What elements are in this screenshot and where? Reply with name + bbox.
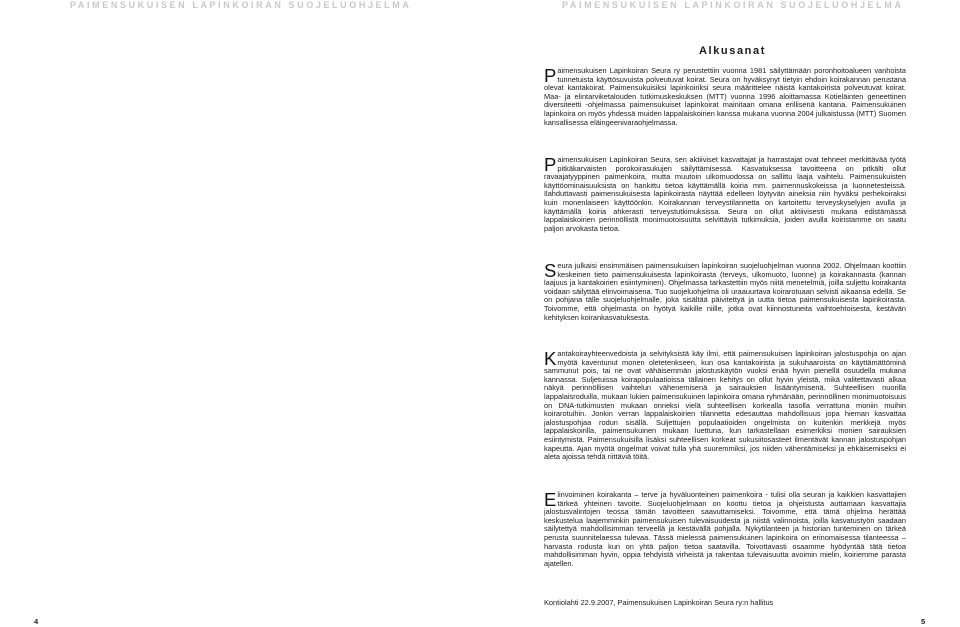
paragraph-text: aimensukuisen Lapinkoiran Seura, sen aktiiviset kasvattajat ja harrastajat ovat tehneet merkittävää työtä pitkäkarvaisten porokoirasukujen säilyttämisessä. Kasvatuksessa tavoitteena on pitkälti ollut ravaajatyyppinen paimenkoira, mutta muutoin ulkomuodossa on sallittu laaja vaihtelu. Paimensukuisten käyttöominaisuuksista on hankittu tietoa käyttämällä koiria mm. paimennuskokeissa ja luonnetesteissä. Ilahduttavasti paimensukuisesta lapinkoirasta näyttää edelleen löytyvän aineksia niin hyväksi perhekoiraksi kuin monenlaiseen käyttöönkin. Koirakannan terveystilannetta on kartoitettu terveyskyselyjen avulla ja käyttämällä koiria ahkerasti terveystutkimuksissa. Seura on ollut aktiivisesti mukana edistämässä lappalaiskoirien perinnöllistä monimuotoisuutta selvittäviä tutkimuksia, joiden avulla koiristamme on saatu paljon arvokasta tietoa.	[544, 155, 906, 233]
paragraph-4	[544, 350, 906, 462]
page-number-left: 4	[34, 617, 39, 626]
page-number-right: 5	[921, 617, 926, 626]
paragraph-3	[544, 262, 906, 322]
running-header-right: PAIMENSUKUISEN LAPINKOIRAN SUOJELUOHJELMA	[562, 0, 904, 10]
signature-line: Kontiolahti 22.9.2007, Paimensukuisen Lapinkoiran Seura ry:n hallitus	[544, 598, 774, 607]
drop-cap: S	[544, 260, 557, 281]
drop-cap: K	[544, 348, 557, 369]
drop-cap: P	[544, 65, 557, 86]
paragraph-text: antakoirayhteenvedoista ja selvityksistä käy ilmi, että paimensukuisen lapinkoiran jalostuspohja on ajan myötä kaventunut monen oletetenkseen, kun osa kantakoirista ja sukuhaaroista on käyttämättöminä sammunut pois, tai ne ovat vähäisemmän jalostuskäytön vuoksi enää hyvin pienellä osuudella mukana kannassa. Suljetuissa koirapopulaatioissa tällainen kehitys on ollut hyvin yleistä, mikä valitettavasti alkaa näkyä perinnöllisen vaihtelun vähenemisenä ja sairauksien lisääntymisenä. Suhteellisen nuorilla lappalaisroduilla, mukaan lukien paimensukuinen lapinkoira omana ryhmänään, perinnöllinen monimuotoisuus on DNA-tutkimusten mukaan onneksi vielä suhteellisen korkealla tasolla verrattuna moniin muihin koirarotuihin. Jonkin verran lappalaiskoirien tilannetta edesauttaa mahdollisuus jopa hieman kasvattaa jalostuspohjaa rodun sisällä. Suljettujen populaatioiden ongelmista on kuitenkin merkkejä myös lappalaiskoirilla, paimensukuinen mukaan luettuna, kun tarkastellaan esimerkiksi monien sairauksien esiintymistä. Paimensukuisilla lisäksi suhteellisen korkeat sukusiitosasteet ilmentävät kannan jalostuspohjan kapeutta. Ajan myötä ongelmat voivat tulla yhä suuremmiksi, jos niiden vähentämiseksi ja ehkäisemiseksi ei aleta ajoissa tehdä riittäviä töitä.	[544, 349, 906, 462]
paragraph-text: eura julkaisi ensimmäisen paimensukuisen lapinkoiran suojeluohjelman vuonna 2002. Ohjelmaan koottiin keskeinen tieto paimensukuisesta lapinkoirasta (terveys, ulkomuoto, luonne) ja koirakannasta (kannan laajuus ja kantakoirien esiintyminen). Ohjelmassa tarkastettiin myös niitä menetelmiä, joilla suljettu koirakanta voidaan säilyttää elinvoimaisena. Tuo suojeluohjelma oli uraauurtava koirarotuaan selvisti aikaansa edellä. Se on pohjana tälle suojeluohjelmalle, joka sisältää päivitettyä ja uutta tietoa paimensukuisesta lapinkoirasta. Toivomme, että ohjelmasta on hyötyä kaikille niille, jotka ovat kiinnostuneita vaihtoehtoisesta, kestävän kehityksen koirankasvatuksesta.	[544, 261, 906, 322]
drop-cap: P	[544, 154, 557, 175]
paragraph-text: linvoiminen koirakanta – terve ja hyväluonteinen paimenkoira - tulisi olla seuran ja kaikkien kasvattajien tärkeä yhteinen tavoite. Suojeluohjelmaan on koottu tietoa ja ohjeistusta auttamaan kasvattajia jalostusvalintojen teossa tämän tavoitteen saavuttamiseksi. Toivomme, että tämä ohjelma herättää keskustelua laajemminkin paimensukuisen tulevaisuudesta ja niistä valinnoista, joilla kasvatustyön saadaan säilytettyä mahdollisimman terveellä ja kestävällä pohjalla. Nykytilanteen ja historian tunteminen on tärkeä perusta suunnitelaessa tulevaa. Tässä mielessä paimensukuinen lapinkoira on erinomaisessa tilanteessa – harvasta rodusta kun on yhtä paljon tietoa saatavilla. Toivottavasti osaamme hyödyntää tätä tietoa mahdollisimman hyvin, oppia tehdyistä virheistä ja rakentaa tulevaisuutta avoimin mielin, koiriemme parasta ajatellen.	[544, 490, 906, 568]
page-title: Alkusanat	[699, 45, 766, 57]
paragraph-2	[544, 156, 906, 233]
paragraph-1	[544, 67, 906, 127]
paragraph-text: aimensukuisen Lapinkoiran Seura ry perustettiin vuonna 1981 säilyttämään poronhoitoalueen vanhoista tunnetuista käyttösuvuista polveutuvat koirat. Seura on hyväksynyt tietyin ehdoin koirakannan perustana olevat kantakoirat. Paimensukuisiksi lapinkoiriksi seura määrittelee näistä kantakoirista polveutuvat koirat. Maa- ja elintarviketalouden tutkimuskeskuksen (MTT) vuonna 1996 aloittamassa Kotieläinten geneettinen diversiteetti -ohjelmassa paimensukuiset lapinkoirat mainitaan omana erillisenä kantana. Paimensukuinen lapinkoira on myös yhdessä muiden lappalaiskoirien kanssa mukana vuonna 2004 julkaistussa (MTT) Suomen kansallisessa eläingeenivaraohjelmassa.	[544, 66, 906, 127]
running-header-left: PAIMENSUKUISEN LAPINKOIRAN SUOJELUOHJELMA	[70, 0, 412, 10]
paragraph-5	[544, 491, 906, 568]
drop-cap: E	[544, 489, 557, 510]
